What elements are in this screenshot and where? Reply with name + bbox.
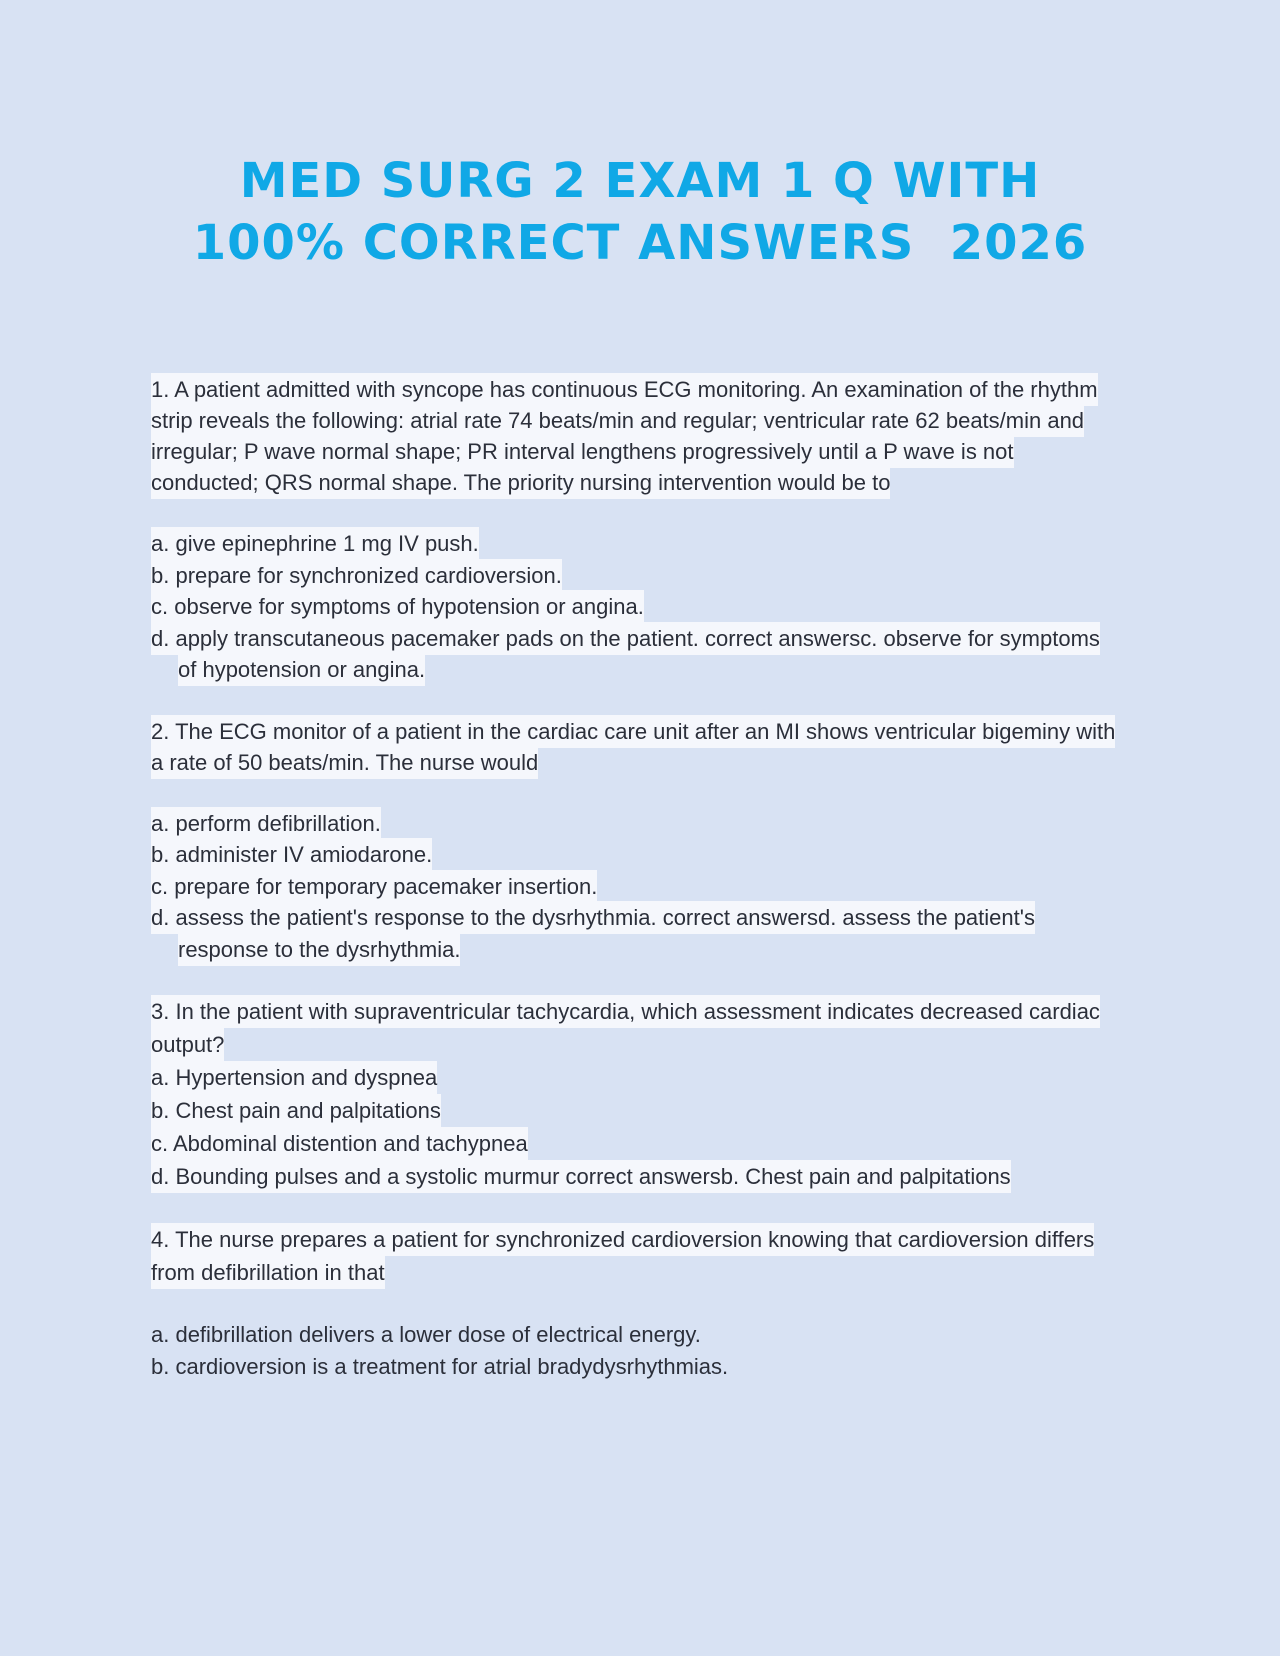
title-line-2: 100% CORRECT ANSWERS 2026 bbox=[192, 215, 1088, 271]
question-4 bbox=[151, 1223, 1116, 1382]
option-a bbox=[151, 528, 1116, 560]
option-text: d. apply transcutaneous pacemaker pads on the patient. correct answersc. observe for symptoms of hypotension or angina. bbox=[151, 625, 1100, 682]
spacer bbox=[151, 965, 1116, 995]
spacer bbox=[151, 686, 1116, 716]
spacer bbox=[151, 1289, 1116, 1319]
option-d bbox=[151, 902, 1116, 965]
option-text: a. defibrillation delivers a lower dose of electrical energy. bbox=[151, 1322, 701, 1347]
document-title bbox=[140, 150, 1140, 274]
option-b bbox=[151, 1094, 1116, 1127]
question-2 bbox=[151, 716, 1116, 966]
question-list bbox=[151, 374, 1116, 1382]
option-text: a. give epinephrine 1 mg IV push. bbox=[151, 531, 479, 556]
title-line-1: MED SURG 2 EXAM 1 Q WITH bbox=[239, 153, 1041, 209]
option-c bbox=[151, 1127, 1116, 1160]
options-list bbox=[151, 528, 1116, 686]
question-stem-text: 3. In the patient with supraventricular tachycardia, which assessment indicates decreased cardiac output? bbox=[151, 999, 1100, 1057]
spacer bbox=[151, 1193, 1116, 1223]
option-c bbox=[151, 591, 1116, 623]
options-list bbox=[151, 1061, 1116, 1193]
question-stem bbox=[151, 374, 1116, 498]
option-text: b. prepare for synchronized cardioversion. bbox=[151, 562, 562, 588]
question-stem-text: 2. The ECG monitor of a patient in the cardiac care unit after an MI shows ventricular bigeminy with a rate of 50 beats/min. The nurse would bbox=[151, 718, 1116, 775]
option-b bbox=[151, 839, 1116, 871]
option-a bbox=[151, 808, 1116, 840]
question-stem-text: 1. A patient admitted with syncope has continuous ECG monitoring. An examination of the rhythm strip reveals the following: atrial rate 74 beats/min and regular; ventricular rate 62 beats/min and irregular; P wave normal shape; PR interval lengthens progressively until a P wave is not conducted; QRS normal shape. The priority nursing intervention would be to bbox=[151, 377, 1098, 495]
question-3 bbox=[151, 995, 1116, 1193]
option-b bbox=[151, 1351, 1116, 1383]
option-text: c. Abdominal distention and tachypnea bbox=[151, 1131, 528, 1156]
option-d bbox=[151, 1160, 1116, 1193]
question-stem bbox=[151, 716, 1116, 778]
question-stem-text: 4. The nurse prepares a patient for synchronized cardioversion knowing that cardioversion differs from defibrillation in that bbox=[151, 1227, 1095, 1285]
option-text: c. prepare for temporary pacemaker insertion. bbox=[151, 873, 598, 899]
option-text: c. observe for symptoms of hypotension or angina. bbox=[151, 594, 644, 619]
option-a bbox=[151, 1319, 1116, 1351]
option-text: b. administer IV amiodarone. bbox=[151, 842, 433, 867]
option-c bbox=[151, 871, 1116, 903]
spacer bbox=[151, 778, 1116, 808]
option-text: d. Bounding pulses and a systolic murmur correct answersb. Chest pain and palpitations bbox=[151, 1164, 1011, 1189]
option-text: a. perform defibrillation. bbox=[151, 810, 381, 836]
question-stem bbox=[151, 1223, 1116, 1289]
option-d bbox=[151, 623, 1116, 686]
options-list bbox=[151, 808, 1116, 966]
option-text: b. cardioversion is a treatment for atrial bradydysrhythmias. bbox=[151, 1353, 729, 1379]
option-b bbox=[151, 560, 1116, 592]
option-text: a. Hypertension and dyspnea bbox=[151, 1065, 438, 1090]
spacer bbox=[151, 498, 1116, 528]
option-text: b. Chest pain and palpitations bbox=[151, 1098, 441, 1123]
options-list bbox=[151, 1319, 1116, 1382]
option-text: d. assess the patient's response to the dysrhythmia. correct answersd. assess the patient's response to the dysrhythmia. bbox=[151, 905, 1035, 962]
question-1 bbox=[151, 374, 1116, 686]
question-stem bbox=[151, 995, 1116, 1061]
option-a bbox=[151, 1061, 1116, 1094]
